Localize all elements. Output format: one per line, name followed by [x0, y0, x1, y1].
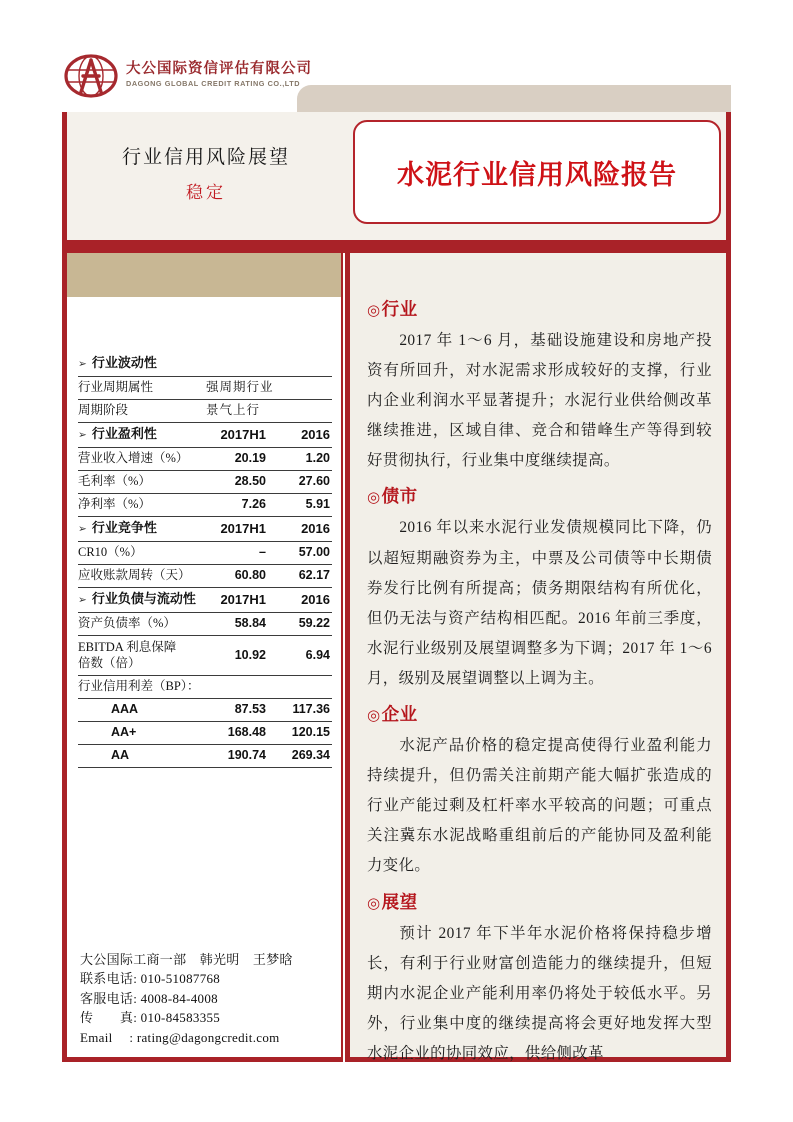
- metric-label: 周期阶段: [78, 400, 206, 423]
- section-heading: [367, 887, 712, 919]
- metric-value-2017h1: 60.80: [206, 565, 266, 588]
- metric-value-2017h1: 28.50: [206, 471, 266, 494]
- metric-value-2016: 120.15: [266, 722, 332, 745]
- metric-label: 毛利率（%）: [78, 471, 206, 494]
- ring-bullet-icon: ◎: [367, 894, 381, 912]
- metric-value-2016: 1.20: [266, 448, 332, 471]
- metric-value-2017h1: 87.53: [206, 699, 266, 722]
- sidebar-accent-block: [67, 253, 341, 297]
- metric-value-2016: 6.94: [266, 636, 332, 676]
- table-row: [78, 517, 332, 542]
- section-title: 债市: [381, 486, 418, 507]
- section-label: ➢ 行业盈利性: [78, 423, 206, 448]
- globe-logo-icon: [63, 52, 119, 100]
- metric-text-value: 景气上行: [206, 400, 332, 423]
- metric-value-2016: 117.36: [266, 699, 332, 722]
- arrow-marker-icon: ➢: [78, 523, 87, 535]
- metric-value-2017h1: 10.92: [206, 636, 266, 676]
- section-label: ➢ 行业竞争性: [78, 517, 206, 542]
- section-paragraph: 2017 年 1～6 月，基础设施建设和房地产投资有所回升，对水泥需求形成较好的支撑，行业内企业利润水平显著提升；水泥行业供给侧改革继续推进，区域自律、竞合和错峰生产等得到较好贯彻执行，行业集中度继续提高。: [367, 332, 712, 470]
- arrow-marker-icon: ➢: [78, 358, 87, 370]
- section-paragraph: 水泥产品价格的稳定提高使得行业盈利能力持续提升，但仍需关注前期产能大幅扩张造成的行业产能过剩及杠杆率水平较高的问题；可重点关注冀东水泥战略重组前后的产能协同及盈利能力变化。: [367, 737, 712, 875]
- column-header-2016: 2016: [266, 588, 332, 613]
- table-row: [78, 448, 332, 471]
- ring-bullet-icon: ◎: [367, 707, 381, 725]
- metric-value-2016: 5.91: [266, 494, 332, 517]
- ring-bullet-icon: ◎: [367, 302, 381, 319]
- content-section: [367, 887, 712, 1069]
- section-label: ➢ 行业负债与流动性: [78, 588, 206, 613]
- metric-value-2017h1: 7.26: [206, 494, 266, 517]
- table-row: [78, 400, 332, 423]
- contact-line: 联系电话: 010-51087768: [80, 971, 221, 986]
- metric-value-2016: 59.22: [266, 613, 332, 636]
- metric-label: EBITDA 利息保障 倍数（倍）: [78, 636, 206, 676]
- metric-value-2017h1: 20.19: [206, 448, 266, 471]
- company-logo: [63, 52, 312, 100]
- metric-label: 应收账款周转（天）: [78, 565, 206, 588]
- company-name-cn: 大公国际资信评估有限公司: [126, 61, 312, 77]
- metric-value-2016: 62.17: [266, 565, 332, 588]
- arrow-marker-icon: ➢: [78, 429, 87, 441]
- metric-group-label: 行业信用利差（BP）：: [78, 676, 332, 699]
- table-row: [78, 722, 332, 745]
- metric-value-2016: 27.60: [266, 471, 332, 494]
- divider-bar: [62, 240, 731, 253]
- metric-label: 净利率（%）: [78, 494, 206, 517]
- metric-label: AA+: [78, 722, 206, 745]
- column-header-2017h1: [206, 352, 266, 377]
- table-row: [78, 542, 332, 565]
- section-heading: [367, 699, 712, 731]
- column-header-2016: 2016: [266, 423, 332, 448]
- content-section: [367, 481, 712, 694]
- outlook-value: 稳定: [186, 183, 226, 202]
- metric-value-2017h1: 168.48: [206, 722, 266, 745]
- table-row: [78, 636, 332, 676]
- table-row: [78, 423, 332, 448]
- content-panel: [345, 253, 731, 1062]
- column-header-2016: 2016: [266, 517, 332, 542]
- column-header-2016: [266, 352, 332, 377]
- section-title: 展望: [381, 891, 418, 912]
- table-row: [78, 377, 332, 400]
- company-name-en: DAGONG GLOBAL CREDIT RATING CO.,LTD: [126, 79, 301, 88]
- metric-value-2016: 269.34: [266, 745, 332, 768]
- table-row: [78, 613, 332, 636]
- section-heading: [367, 481, 712, 513]
- metric-value-2016: 57.00: [266, 542, 332, 565]
- section-paragraph: 2016 年以来水泥行业发债规模同比下降，仍以超短期融资券为主，中票及公司债等中长期债券发行比例有所提高；债务期限结构有所优化，但仍无法与资产结构相匹配。2016 年前三季度，水泥行业级别及展望调整多为下调；2017 年 1～6 月，级别及展望调整以上调为主。: [367, 519, 712, 687]
- content-section: [367, 699, 712, 881]
- metric-label: AA: [78, 745, 206, 768]
- metric-value-2017h1: –: [206, 542, 266, 565]
- table-row: [78, 352, 332, 377]
- outlook-block: [67, 112, 345, 240]
- arrow-marker-icon: ➢: [78, 594, 87, 606]
- sidebar-panel: [62, 253, 343, 1062]
- content-section: [367, 294, 712, 476]
- section-label: ➢ 行业波动性: [78, 352, 206, 377]
- section-title: 企业: [381, 704, 418, 725]
- column-header-2017h1: 2017H1: [206, 517, 266, 542]
- header-band: [62, 112, 731, 240]
- report-title-box: [353, 120, 721, 224]
- metric-label: 行业周期属性: [78, 377, 206, 400]
- metric-label: 资产负债率（%）: [78, 613, 206, 636]
- metric-label: AAA: [78, 699, 206, 722]
- metric-label: 营业收入增速（%）: [78, 448, 206, 471]
- column-header-2017h1: 2017H1: [206, 588, 266, 613]
- table-row: [78, 745, 332, 768]
- report-title: 水泥行业信用风险报告: [397, 159, 677, 190]
- metric-value-2017h1: 58.84: [206, 613, 266, 636]
- metric-value-2017h1: 190.74: [206, 745, 266, 768]
- contact-block: [80, 950, 335, 1048]
- column-header-2017h1: 2017H1: [206, 423, 266, 448]
- ring-bullet-icon: ◎: [367, 489, 381, 507]
- table-row: [78, 588, 332, 613]
- metrics-table: [78, 352, 332, 768]
- section-title: 行业: [381, 299, 418, 319]
- table-row: [78, 494, 332, 517]
- table-row: [78, 676, 332, 699]
- metric-text-value: 强周期行业: [206, 377, 332, 400]
- metric-label: CR10（%）: [78, 542, 206, 565]
- contact-line: 客服电话: 4008-84-4008: [80, 990, 218, 1006]
- decorative-tan-band: [297, 85, 731, 112]
- contact-line: Email : rating@dagongcredit.com: [80, 1029, 280, 1045]
- table-row: [78, 565, 332, 588]
- logo-text: [126, 52, 312, 89]
- contact-line: 传 真: 010-84583355: [80, 1010, 221, 1025]
- table-row: [78, 471, 332, 494]
- contact-team: 大公国际工商一部 韩光明 王梦晗: [80, 951, 293, 967]
- section-heading: [367, 294, 712, 326]
- section-paragraph: 预计 2017 年下半年水泥价格将保持稳步增长，有利于行业财富创造能力的继续提升，但短期内水泥企业产能利用率仍将处于较低水平。另外，行业集中度的继续提高将会更好地发挥大型水泥企业的协同效应，供给侧改革: [367, 924, 712, 1062]
- table-row: [78, 699, 332, 722]
- outlook-label: 行业信用风险展望: [121, 147, 290, 168]
